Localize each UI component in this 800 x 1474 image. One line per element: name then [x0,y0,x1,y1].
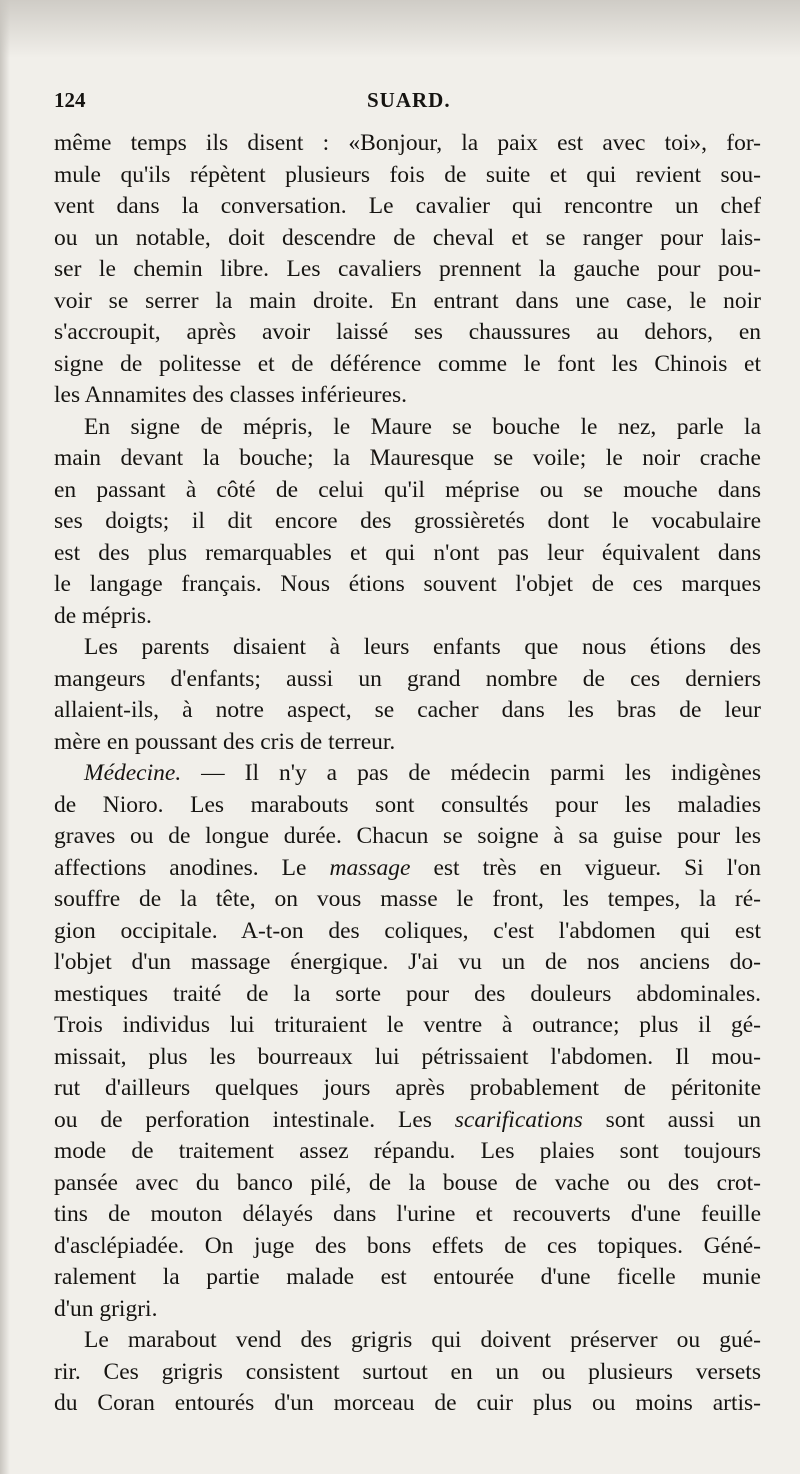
text-line: En signe de mépris, le Maure se bouche le nez, parle la [84,413,761,440]
text-line: main devant la bouche; la Mauresque se voile; le noir crache [54,445,761,471]
text-line: rir. Ces grigris consistent surtout en un ou plusieurs versets [54,1358,761,1385]
text-line: souffre de la tête, on vous masse le front, les tempes, la ré- [54,886,761,912]
text-line: ralement la partie malade est entourée d'une ficelle munie [54,1264,761,1290]
text-line: l'objet d'un massage énergique. J'ai vu un de nos anciens do- [54,949,761,975]
text-line: Médecine. — Il n'y a pas de médecin parmi les indigènes [84,760,761,786]
text-line: Le marabout vend des grigris qui doivent préserver ou gué- [84,1327,761,1353]
text-line: ser le chemin libre. Les cavaliers prennent la gauche pour pou- [54,256,761,282]
text-line: missait, plus les bourreaux lui pétrissaient l'abdomen. Il mou- [54,1043,761,1070]
text-line: affections anodines. Le massage est très en vigueur. Si l'on [54,854,761,881]
text-line: mère en poussant des cris de terreur. [54,728,396,755]
text-line: mangeurs d'enfants; aussi un grand nombre de ces derniers [54,665,761,692]
text-line: mestiques traité de la sorte pour des douleurs abdominales. [54,980,761,1007]
text-line: voir se serrer la main droite. En entrant dans une case, le noir [54,287,761,314]
text-line: Les parents disaient à leurs enfants que nous étions des [84,634,761,660]
text-line: mode de traitement assez répandu. Les plaies sont toujours [54,1138,761,1164]
page-header [42,84,760,120]
text-line: les Annamites des classes inférieures. [54,382,408,408]
text-line: d'asclépiadée. On juge des bons effets de ces topiques. Géné- [54,1232,761,1259]
text-line: même temps ils disent : «Bonjour, la paix est avec toi», for- [54,130,761,156]
text-line: ou un notable, doit descendre de cheval et se ranger pour lais- [54,224,761,251]
text-line: ou de perforation intestinale. Les scarifications sont aussi un [54,1106,761,1133]
text-line: le langage français. Nous étions souvent l'objet de ces marques [54,571,761,597]
text-line: de mépris. [54,602,152,629]
text-line: mule qu'ils répètent plusieurs fois de suite et qui revient sou- [54,161,761,188]
text-line: du Coran entourés d'un morceau de cuir plus ou moins artis- [54,1390,761,1416]
text-line: est des plus remarquables et qui n'ont pas leur équivalent dans [54,539,761,566]
text-line: Trois individus lui trituraient le ventre à outrance; plus il gé- [54,1012,761,1038]
text-line: ses doigts; il dit encore des grossièretés dont le vocabulaire [54,508,761,534]
text-line: graves ou de longue durée. Chacun se soigne à sa guise pour les [54,823,761,849]
text-line: en passant à côté de celui qu'il méprise ou se mouche dans [54,476,761,503]
text-line: allaient-ils, à notre aspect, se cacher dans les bras de leur [54,697,761,723]
page-top-shadow [0,0,800,58]
text-line: gion occipitale. A-t-on des coliques, c'est l'abdomen qui est [54,917,761,944]
text-line: rut d'ailleurs quelques jours après probablement de péritonite [54,1075,761,1101]
text-line: pansée avec du banco pilé, de la bouse de vache ou des crot- [54,1169,761,1196]
text-line: signe de politesse et de déférence comme le font les Chinois et [54,350,761,377]
page-left-shadow [0,0,10,1474]
body-text [54,128,761,1420]
text-line: vent dans la conversation. Le cavalier qui rencontre un chef [54,193,761,219]
text-line: s'accroupit, après avoir laissé ses chaussures au dehors, en [54,319,761,345]
running-head: SUARD. [367,88,451,112]
page-number: 124 [54,88,86,112]
text-line: d'un grigri. [54,1295,158,1322]
text-line: de Nioro. Les marabouts sont consultés pour les maladies [54,791,761,818]
text-line: tins de mouton délayés dans l'urine et recouverts d'une feuille [54,1201,761,1227]
